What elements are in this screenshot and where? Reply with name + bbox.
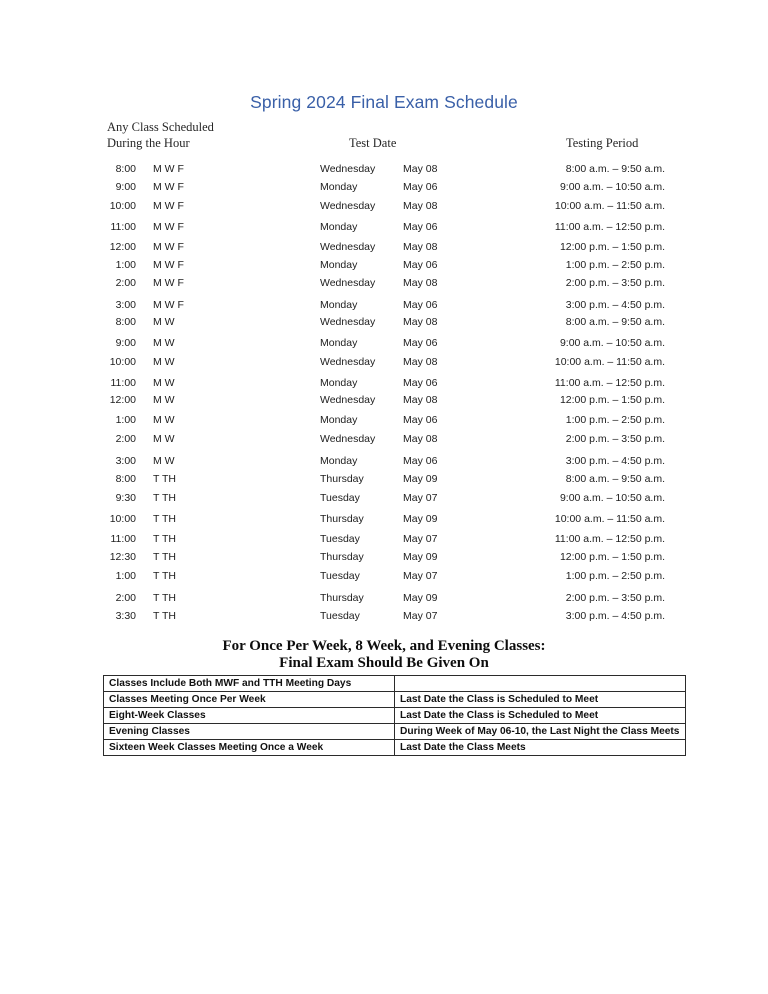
schedule-row — [0, 277, 768, 293]
schedule-row — [0, 221, 768, 237]
schedule-cell-period: 8:00 a.m. – 9:50 a.m. — [565, 473, 665, 485]
schedule-cell-date: May 07 — [403, 492, 438, 504]
schedule-cell-date: May 09 — [403, 513, 438, 525]
schedule-cell-weekday: Wednesday — [320, 163, 376, 175]
schedule-cell-date: May 08 — [403, 163, 438, 175]
schedule-row — [0, 492, 768, 508]
schedule-cell-date: May 08 — [403, 277, 438, 289]
column-header-class-hour — [107, 120, 214, 151]
schedule-cell-days: M W — [153, 316, 175, 328]
schedule-cell-date: May 06 — [403, 337, 438, 349]
schedule-cell-days: M W F — [153, 163, 184, 175]
schedule-cell-date: May 09 — [403, 551, 438, 563]
schedule-row — [0, 299, 768, 315]
schedule-cell-date: May 07 — [403, 610, 438, 622]
schedule-cell-hour: 9:00 — [115, 181, 136, 193]
schedule-cell-days: T TH — [153, 473, 176, 485]
rules-cell-category: Sixteen Week Classes Meeting Once a Week — [104, 740, 395, 756]
schedule-cell-weekday: Tuesday — [320, 533, 360, 545]
schedule-cell-days: M W F — [153, 277, 184, 289]
schedule-cell-date: May 07 — [403, 533, 438, 545]
table-row — [104, 724, 686, 740]
schedule-row — [0, 200, 768, 216]
table-row — [104, 676, 686, 692]
schedule-cell-days: T TH — [153, 492, 176, 504]
schedule-cell-days: M W F — [153, 181, 184, 193]
table-row — [104, 740, 686, 756]
schedule-cell-days: T TH — [153, 533, 176, 545]
schedule-cell-period: 8:00 a.m. – 9:50 a.m. — [565, 163, 665, 175]
schedule-cell-hour: 3:00 — [115, 455, 136, 467]
schedule-cell-period: 9:00 a.m. – 10:50 a.m. — [559, 181, 665, 193]
schedule-cell-weekday: Monday — [320, 337, 358, 349]
schedule-cell-weekday: Monday — [320, 377, 358, 389]
schedule-cell-hour: 3:30 — [115, 610, 136, 622]
rules-cell-category: Evening Classes — [104, 724, 395, 740]
schedule-cell-days: M W — [153, 433, 175, 445]
schedule-cell-weekday: Wednesday — [320, 241, 376, 253]
schedule-row — [0, 337, 768, 353]
schedule-cell-hour: 10:00 — [109, 200, 136, 212]
schedule-row — [0, 473, 768, 489]
schedule-cell-days: M W F — [153, 200, 184, 212]
special-heading-line1: For Once Per Week, 8 Week, and Evening Classes: — [222, 638, 546, 654]
schedule-row — [0, 181, 768, 197]
schedule-cell-weekday: Monday — [320, 259, 358, 271]
schedule-cell-period: 2:00 p.m. – 3:50 p.m. — [565, 277, 665, 289]
schedule-cell-date: May 06 — [403, 299, 438, 311]
schedule-cell-days: T TH — [153, 513, 176, 525]
rules-cell-category: Classes Include Both MWF and TTH Meeting Days — [104, 676, 395, 692]
schedule-cell-weekday: Wednesday — [320, 433, 376, 445]
schedule-cell-date: May 06 — [403, 181, 438, 193]
table-row — [104, 708, 686, 724]
schedule-cell-days: M W — [153, 337, 175, 349]
schedule-cell-hour: 8:00 — [115, 163, 136, 175]
schedule-row — [0, 533, 768, 549]
schedule-cell-hour: 11:00 — [110, 221, 136, 233]
schedule-cell-hour: 2:00 — [115, 592, 136, 604]
schedule-cell-weekday: Monday — [320, 455, 358, 467]
schedule-cell-days: T TH — [153, 592, 176, 604]
schedule-cell-days: M W — [153, 455, 175, 467]
schedule-cell-weekday: Wednesday — [320, 277, 376, 289]
schedule-cell-hour: 3:00 — [115, 299, 136, 311]
schedule-cell-hour: 1:00 — [115, 259, 136, 271]
schedule-cell-days: M W — [153, 377, 175, 389]
schedule-cell-days: M W F — [153, 241, 184, 253]
schedule-cell-hour: 9:00 — [115, 337, 136, 349]
schedule-cell-weekday: Monday — [320, 299, 358, 311]
schedule-cell-hour: 9:30 — [115, 492, 136, 504]
schedule-cell-period: 1:00 p.m. – 2:50 p.m. — [565, 414, 665, 426]
schedule-cell-weekday: Wednesday — [320, 316, 376, 328]
schedule-cell-period: 2:00 p.m. – 3:50 p.m. — [565, 592, 665, 604]
schedule-row — [0, 433, 768, 449]
schedule-cell-period: 11:00 a.m. – 12:50 p.m. — [554, 533, 665, 545]
column-header-testing-period: Testing Period — [566, 136, 639, 150]
schedule-cell-hour: 8:00 — [115, 473, 136, 485]
schedule-cell-days: M W F — [153, 259, 184, 271]
schedule-cell-date: May 06 — [403, 377, 438, 389]
schedule-cell-date: May 09 — [403, 592, 438, 604]
schedule-cell-date: May 07 — [403, 570, 438, 582]
schedule-cell-period: 3:00 p.m. – 4:50 p.m. — [565, 299, 665, 311]
rules-cell-rule: Last Date the Class Meets — [395, 740, 686, 756]
schedule-cell-date: May 08 — [403, 241, 438, 253]
column-header-hour-line1: Any Class Scheduled — [107, 120, 214, 134]
schedule-cell-period: 11:00 a.m. – 12:50 p.m. — [554, 377, 665, 389]
schedule-cell-hour: 2:00 — [115, 277, 136, 289]
rules-cell-rule: Last Date the Class is Scheduled to Meet — [395, 692, 686, 708]
schedule-cell-weekday: Tuesday — [320, 610, 360, 622]
schedule-cell-hour: 8:00 — [115, 316, 136, 328]
schedule-cell-period: 1:00 p.m. – 2:50 p.m. — [565, 570, 665, 582]
schedule-cell-period: 11:00 a.m. – 12:50 p.m. — [554, 221, 665, 233]
schedule-cell-weekday: Monday — [320, 414, 358, 426]
schedule-cell-date: May 06 — [403, 259, 438, 271]
schedule-cell-date: May 08 — [403, 316, 438, 328]
schedule-cell-period: 9:00 a.m. – 10:50 a.m. — [559, 337, 665, 349]
special-heading-line2: Final Exam Should Be Given On — [279, 655, 489, 671]
schedule-cell-weekday: Wednesday — [320, 394, 376, 406]
schedule-cell-period: 1:00 p.m. – 2:50 p.m. — [565, 259, 665, 271]
schedule-cell-hour: 1:00 — [115, 414, 136, 426]
schedule-cell-weekday: Tuesday — [320, 492, 360, 504]
page-title: Spring 2024 Final Exam Schedule — [250, 92, 518, 112]
schedule-cell-hour: 12:00 — [109, 241, 136, 253]
schedule-row — [0, 241, 768, 257]
schedule-cell-hour: 12:30 — [109, 551, 136, 563]
schedule-cell-days: M W F — [153, 221, 184, 233]
schedule-cell-days: M W F — [153, 299, 184, 311]
schedule-row — [0, 455, 768, 471]
schedule-cell-period: 12:00 p.m. – 1:50 p.m. — [559, 241, 665, 253]
schedule-cell-hour: 11:00 — [110, 377, 136, 389]
schedule-cell-date: May 08 — [403, 394, 438, 406]
schedule-cell-hour: 10:00 — [109, 356, 136, 368]
rules-cell-rule: During Week of May 06-10, the Last Night the Class Meets — [395, 724, 686, 740]
schedule-row — [0, 356, 768, 372]
schedule-cell-weekday: Thursday — [320, 513, 364, 525]
schedule-cell-date: May 08 — [403, 433, 438, 445]
schedule-row — [0, 610, 768, 626]
schedule-cell-days: T TH — [153, 570, 176, 582]
schedule-cell-date: May 08 — [403, 356, 438, 368]
schedule-row — [0, 377, 768, 393]
schedule-cell-hour: 1:00 — [115, 570, 136, 582]
schedule-row — [0, 570, 768, 586]
schedule-cell-date: May 06 — [403, 455, 438, 467]
schedule-row — [0, 259, 768, 275]
schedule-cell-period: 12:00 p.m. – 1:50 p.m. — [559, 551, 665, 563]
schedule-cell-hour: 11:00 — [110, 533, 136, 545]
schedule-cell-period: 10:00 a.m. – 11:50 a.m. — [554, 356, 665, 368]
schedule-cell-date: May 06 — [403, 414, 438, 426]
column-header-test-date: Test Date — [349, 136, 397, 150]
schedule-cell-date: May 06 — [403, 221, 438, 233]
schedule-cell-period: 10:00 a.m. – 11:50 a.m. — [554, 200, 665, 212]
schedule-cell-days: T TH — [153, 551, 176, 563]
schedule-row — [0, 414, 768, 430]
schedule-row — [0, 394, 768, 410]
schedule-cell-days: M W — [153, 414, 175, 426]
schedule-cell-period: 3:00 p.m. – 4:50 p.m. — [565, 455, 665, 467]
schedule-cell-period: 8:00 a.m. – 9:50 a.m. — [565, 316, 665, 328]
schedule-row — [0, 592, 768, 608]
schedule-cell-weekday: Wednesday — [320, 200, 376, 212]
schedule-row — [0, 513, 768, 529]
table-row — [104, 692, 686, 708]
schedule-cell-period: 9:00 a.m. – 10:50 a.m. — [559, 492, 665, 504]
schedule-cell-days: M W — [153, 394, 175, 406]
rules-cell-rule — [395, 676, 686, 692]
schedule-cell-days: T TH — [153, 610, 176, 622]
schedule-cell-date: May 09 — [403, 473, 438, 485]
rules-cell-category: Eight-Week Classes — [104, 708, 395, 724]
schedule-cell-weekday: Tuesday — [320, 570, 360, 582]
schedule-cell-period: 12:00 p.m. – 1:50 p.m. — [559, 394, 665, 406]
rules-cell-category: Classes Meeting Once Per Week — [104, 692, 395, 708]
schedule-row — [0, 316, 768, 332]
column-header-hour-line2: During the Hour — [107, 135, 190, 150]
schedule-cell-period: 2:00 p.m. – 3:50 p.m. — [565, 433, 665, 445]
schedule-cell-hour: 2:00 — [115, 433, 136, 445]
rules-cell-rule: Last Date the Class is Scheduled to Meet — [395, 708, 686, 724]
schedule-cell-period: 3:00 p.m. – 4:50 p.m. — [565, 610, 665, 622]
special-classes-table — [103, 675, 686, 756]
schedule-cell-date: May 08 — [403, 200, 438, 212]
schedule-cell-hour: 12:00 — [109, 394, 136, 406]
schedule-cell-weekday: Monday — [320, 221, 358, 233]
schedule-cell-weekday: Monday — [320, 181, 358, 193]
schedule-row — [0, 163, 768, 179]
schedule-cell-weekday: Thursday — [320, 592, 364, 604]
schedule-cell-hour: 10:00 — [109, 513, 136, 525]
schedule-cell-period: 10:00 a.m. – 11:50 a.m. — [554, 513, 665, 525]
special-classes-heading — [0, 638, 768, 672]
schedule-row — [0, 551, 768, 567]
schedule-cell-weekday: Thursday — [320, 551, 364, 563]
schedule-cell-weekday: Thursday — [320, 473, 364, 485]
schedule-cell-weekday: Wednesday — [320, 356, 376, 368]
schedule-cell-days: M W — [153, 356, 175, 368]
